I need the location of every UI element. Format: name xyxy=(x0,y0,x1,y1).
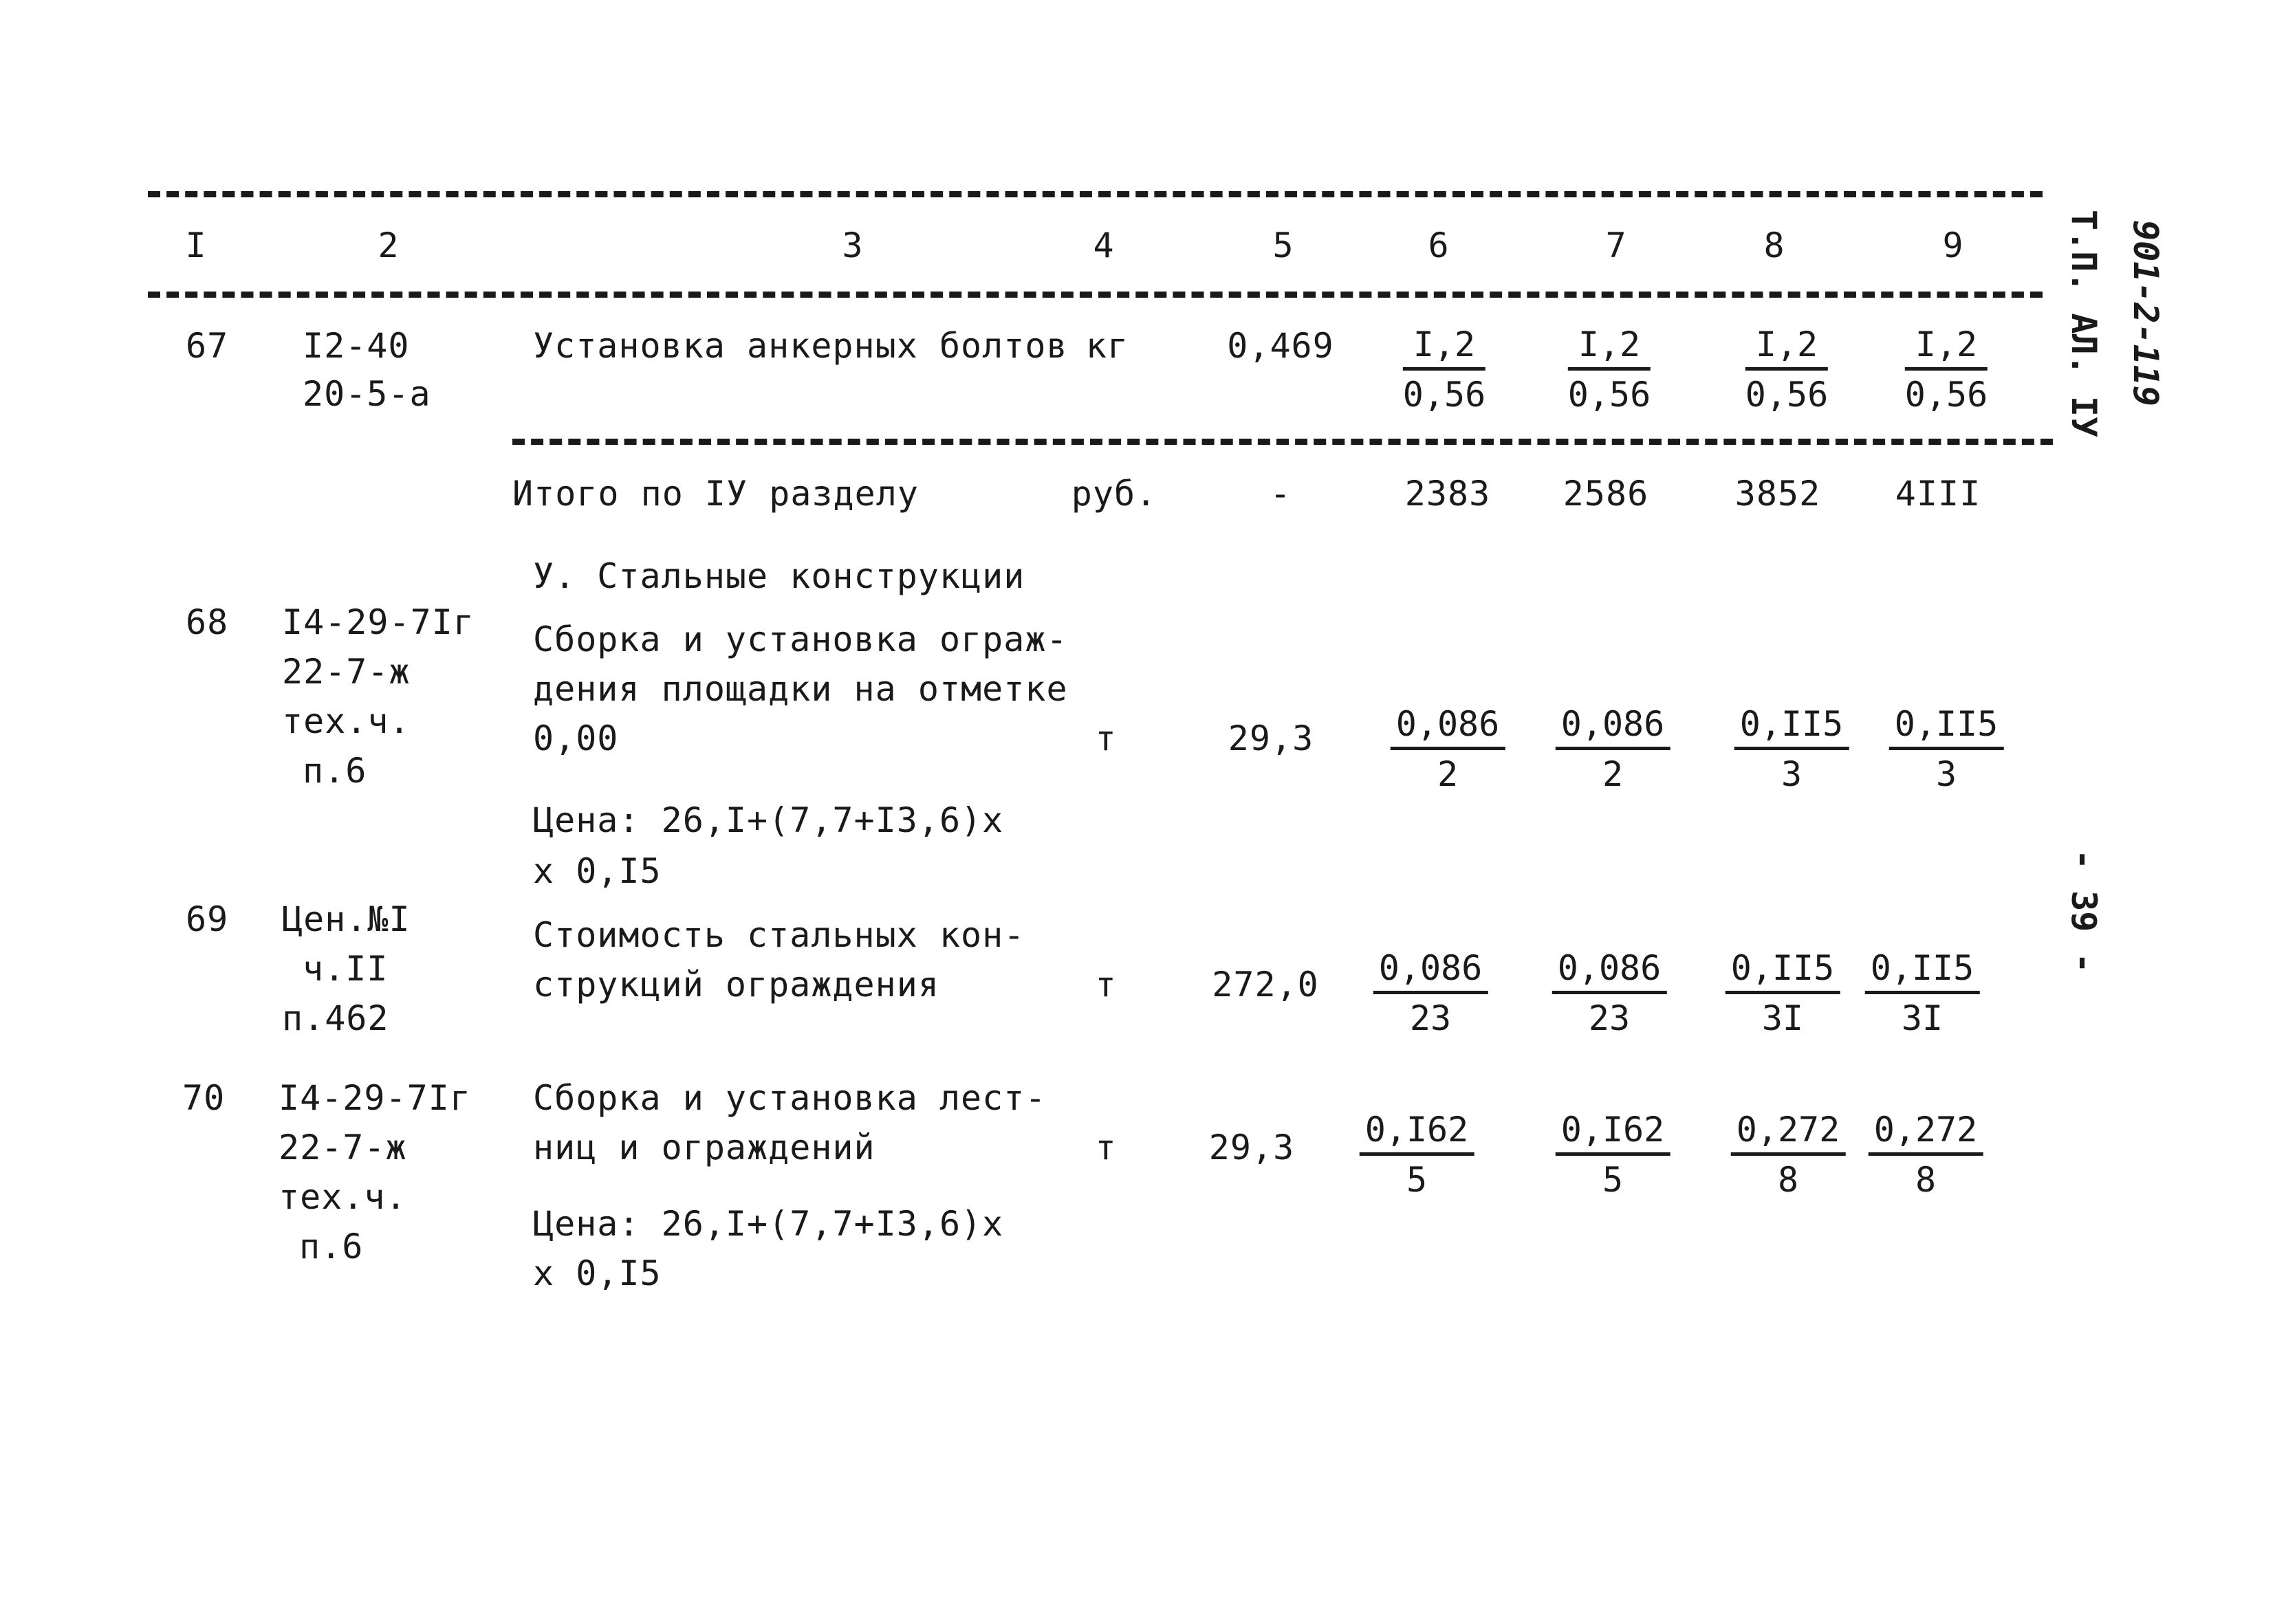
column-header-5: 5 xyxy=(1272,226,1294,265)
value-fraction-col7 xyxy=(1556,701,1670,797)
fraction-numerator: 0,II5 xyxy=(1865,945,1980,994)
fraction-numerator: 0,086 xyxy=(1552,945,1667,994)
row-code-line: тех.ч. xyxy=(282,701,411,741)
fraction-denominator: 3 xyxy=(1935,754,1957,794)
column-header-9: 9 xyxy=(1942,226,1964,265)
value-fraction-col9 xyxy=(1889,701,2004,797)
row-unit: т xyxy=(1095,965,1117,1005)
total-value-col6: 2383 xyxy=(1404,474,1491,514)
column-header-6: 6 xyxy=(1428,226,1450,265)
row-unit: т xyxy=(1095,718,1117,758)
row-price: 29,3 xyxy=(1208,1128,1295,1167)
fraction-denominator: 0,56 xyxy=(1904,375,1988,415)
row-code-line: I2-40 xyxy=(303,326,410,366)
value-fraction-col6 xyxy=(1360,1107,1474,1203)
value-fraction-col8 xyxy=(1745,322,1828,417)
total-value-col7: 2586 xyxy=(1563,474,1649,514)
row-code-line: 20-5-а xyxy=(303,374,431,414)
total-value-col9: 4III xyxy=(1895,474,1981,514)
value-fraction-col7 xyxy=(1568,322,1651,417)
handwritten-project-number: 901-2-119 xyxy=(2126,220,2166,406)
page-number: - 39 - xyxy=(2064,849,2104,974)
fraction-numerator: 0,086 xyxy=(1391,701,1505,750)
fraction-denominator: 3I xyxy=(1901,998,1944,1038)
fraction-numerator: 0,II5 xyxy=(1726,945,1840,994)
fraction-denominator: 3I xyxy=(1761,998,1804,1038)
fraction-denominator: 23 xyxy=(1588,998,1631,1038)
fraction-numerator: I,2 xyxy=(1905,322,1988,371)
total-price: - xyxy=(1270,474,1292,514)
fraction-denominator: 0,56 xyxy=(1567,375,1651,415)
fraction-numerator: I,2 xyxy=(1568,322,1651,371)
row-unit: т xyxy=(1095,1128,1117,1167)
row-description: 0,00 xyxy=(533,718,619,758)
row-price-note: Цена: 26,I+(7,7+I3,6)х xyxy=(533,1204,1004,1244)
row-code-line: ч.II xyxy=(303,949,389,989)
column-header-8: 8 xyxy=(1763,226,1785,265)
fraction-numerator: I,2 xyxy=(1403,322,1485,371)
row-code-line: тех.ч. xyxy=(279,1177,407,1217)
fraction-denominator: 2 xyxy=(1437,754,1459,794)
row-description: Стоимость стальных кон- xyxy=(533,915,1025,955)
row-price-note: Цена: 26,I+(7,7+I3,6)х xyxy=(533,800,1004,840)
fraction-numerator: 0,I62 xyxy=(1556,1107,1670,1156)
column-header-4: 4 xyxy=(1093,226,1115,265)
row-code-line: Цен.№I xyxy=(282,899,411,939)
row-code-line: 22-7-ж xyxy=(279,1128,407,1167)
header-bottom-rule xyxy=(148,292,2043,298)
value-fraction-col9 xyxy=(1905,322,1988,417)
total-value-col8: 3852 xyxy=(1734,474,1821,514)
header-top-rule xyxy=(148,191,2043,197)
fraction-numerator: 0,272 xyxy=(1869,1107,1983,1156)
fraction-denominator: 3 xyxy=(1781,754,1803,794)
fraction-numerator: 0,I62 xyxy=(1360,1107,1474,1156)
fraction-numerator: 0,086 xyxy=(1373,945,1488,994)
fraction-numerator: I,2 xyxy=(1745,322,1828,371)
row-price: 272,0 xyxy=(1212,965,1319,1005)
fraction-denominator: 23 xyxy=(1409,998,1452,1038)
fraction-numerator: 0,II5 xyxy=(1734,701,1849,750)
row-number: 68 xyxy=(186,602,229,642)
row-code-line: п.6 xyxy=(299,1227,364,1266)
fraction-numerator: 0,II5 xyxy=(1889,701,2004,750)
row-description: дения площадки на отметке xyxy=(533,669,1068,709)
row-price: 29,3 xyxy=(1228,718,1314,758)
row-number: 67 xyxy=(186,326,229,366)
fraction-denominator: 8 xyxy=(1777,1160,1799,1200)
fraction-denominator: 2 xyxy=(1602,754,1624,794)
row-code-line: I4-29-7Iг xyxy=(282,602,475,642)
column-header-3: 3 xyxy=(842,226,864,265)
value-fraction-col8 xyxy=(1726,945,1840,1041)
column-header-7: 7 xyxy=(1605,226,1627,265)
document-reference: Т.П. АЛ. IУ xyxy=(2064,210,2104,438)
row-price-note: х 0,I5 xyxy=(533,851,662,891)
total-label: Итого по IУ разделу xyxy=(512,474,919,514)
row-code-line: 22-7-ж xyxy=(282,652,411,692)
fraction-denominator: 0,56 xyxy=(1745,375,1829,415)
fraction-denominator: 5 xyxy=(1406,1160,1428,1200)
fraction-numerator: 0,086 xyxy=(1556,701,1670,750)
row-code-line: п.462 xyxy=(282,998,389,1038)
value-fraction-col8 xyxy=(1734,701,1849,797)
row-description: Сборка и установка лест- xyxy=(533,1078,1047,1118)
column-header-2: 2 xyxy=(378,226,400,265)
row-unit: кг xyxy=(1085,326,1129,366)
row-price: 0,469 xyxy=(1227,326,1334,366)
row-description: струкций ограждения xyxy=(533,965,939,1005)
total-unit: руб. xyxy=(1071,474,1157,514)
row-description: ниц и ограждений xyxy=(533,1128,875,1167)
row-description: Сборка и установка ограж- xyxy=(533,619,1068,659)
row-code-line: I4-29-7Iг xyxy=(279,1078,471,1118)
column-header-1: I xyxy=(185,226,207,265)
fraction-denominator: 0,56 xyxy=(1402,375,1486,415)
value-fraction-col7 xyxy=(1556,1107,1670,1203)
row-code-line: п.6 xyxy=(303,751,367,791)
fraction-denominator: 5 xyxy=(1602,1160,1624,1200)
row-number: 70 xyxy=(182,1078,226,1118)
value-fraction-col6 xyxy=(1373,945,1488,1041)
value-fraction-col8 xyxy=(1731,1107,1846,1203)
section-title: У. Стальные конструкции xyxy=(533,556,1025,596)
value-fraction-col9 xyxy=(1865,945,1980,1041)
value-fraction-col6 xyxy=(1391,701,1505,797)
row-description: Установка анкерных болтов xyxy=(533,326,1068,366)
value-fraction-col7 xyxy=(1552,945,1667,1041)
value-fraction-col6 xyxy=(1403,322,1485,417)
row-number: 69 xyxy=(186,899,229,939)
fraction-numerator: 0,272 xyxy=(1731,1107,1846,1156)
section-subtotal-rule xyxy=(512,439,2053,445)
fraction-denominator: 8 xyxy=(1915,1160,1937,1200)
row-price-note: х 0,I5 xyxy=(533,1253,662,1293)
value-fraction-col9 xyxy=(1869,1107,1983,1203)
